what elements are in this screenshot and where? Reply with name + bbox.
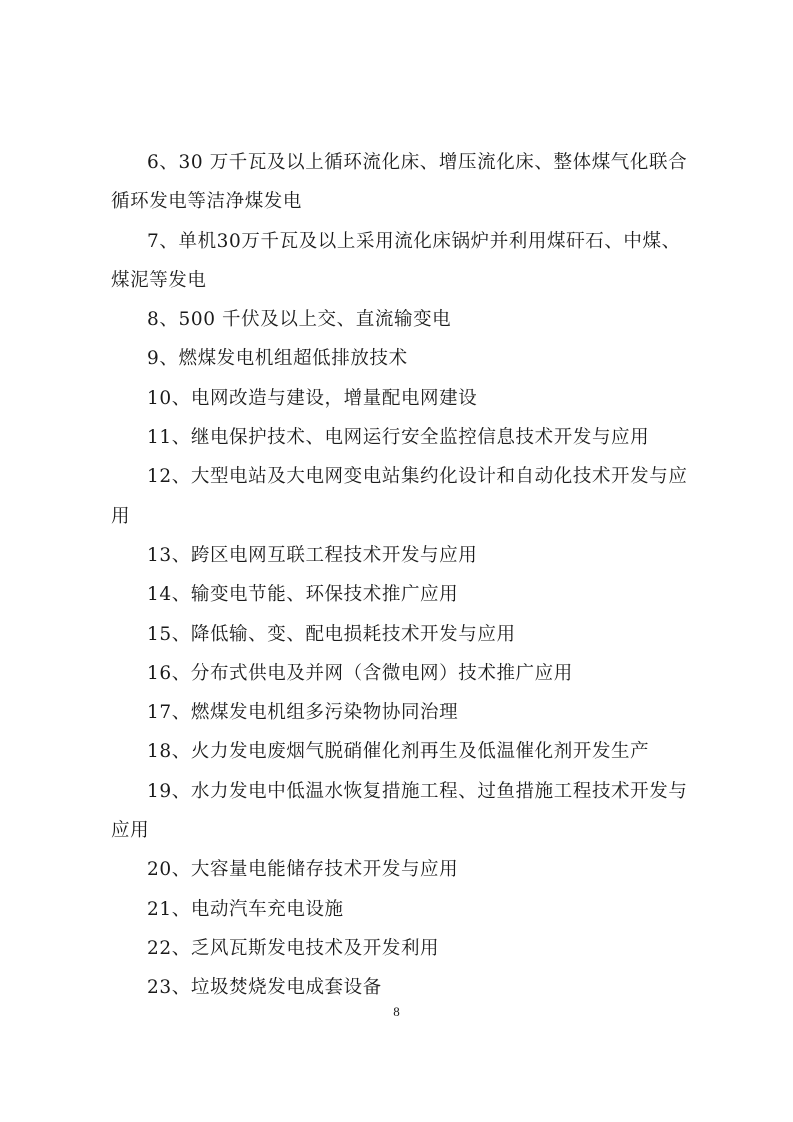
list-item: 14、输变电节能、环保技术推广应用 (147, 584, 459, 606)
list-item: 23、垃圾焚烧发电成套设备 (147, 977, 382, 999)
page-number: 8 (393, 1004, 400, 1019)
item-list (111, 143, 691, 1008)
list-item: 8、500 千伏及以上交、直流输变电 (147, 309, 452, 331)
list-item: 10、电网改造与建设，增量配电网建设 (147, 387, 478, 409)
list-item: 6、30 万千瓦及以上循环流化床、增压流化床、整体煤气化联合循环发电等洁净煤发电 (111, 152, 688, 213)
list-item: 12、大型电站及大电网变电站集约化设计和自动化技术开发与应用 (111, 466, 688, 527)
list-item: 11、继电保护技术、电网运行安全监控信息技术开发与应用 (147, 427, 650, 449)
list-item: 7、单机30万千瓦及以上采用流化床锅炉并利用煤矸石、中煤、煤泥等发电 (111, 230, 681, 291)
list-item: 16、分布式供电及并网（含微电网）技术推广应用 (147, 662, 573, 684)
list-item: 15、降低输、变、配电损耗技术开发与应用 (147, 623, 516, 645)
list-item: 18、火力发电废烟气脱硝催化剂再生及低温催化剂开发生产 (147, 741, 650, 763)
list-item: 20、大容量电能储存技术开发与应用 (147, 859, 459, 881)
list-item: 9、燃煤发电机组超低排放技术 (147, 348, 408, 370)
list-item: 13、跨区电网互联工程技术开发与应用 (147, 544, 478, 566)
list-item: 22、乏风瓦斯发电技术及开发利用 (147, 937, 440, 959)
list-item: 19、水力发电中低温水恢复措施工程、过鱼措施工程技术开发与应用 (111, 780, 688, 842)
list-item: 21、电动汽车充电设施 (147, 898, 344, 920)
list-item: 17、燃煤发电机组多污染物协同治理 (147, 702, 459, 724)
